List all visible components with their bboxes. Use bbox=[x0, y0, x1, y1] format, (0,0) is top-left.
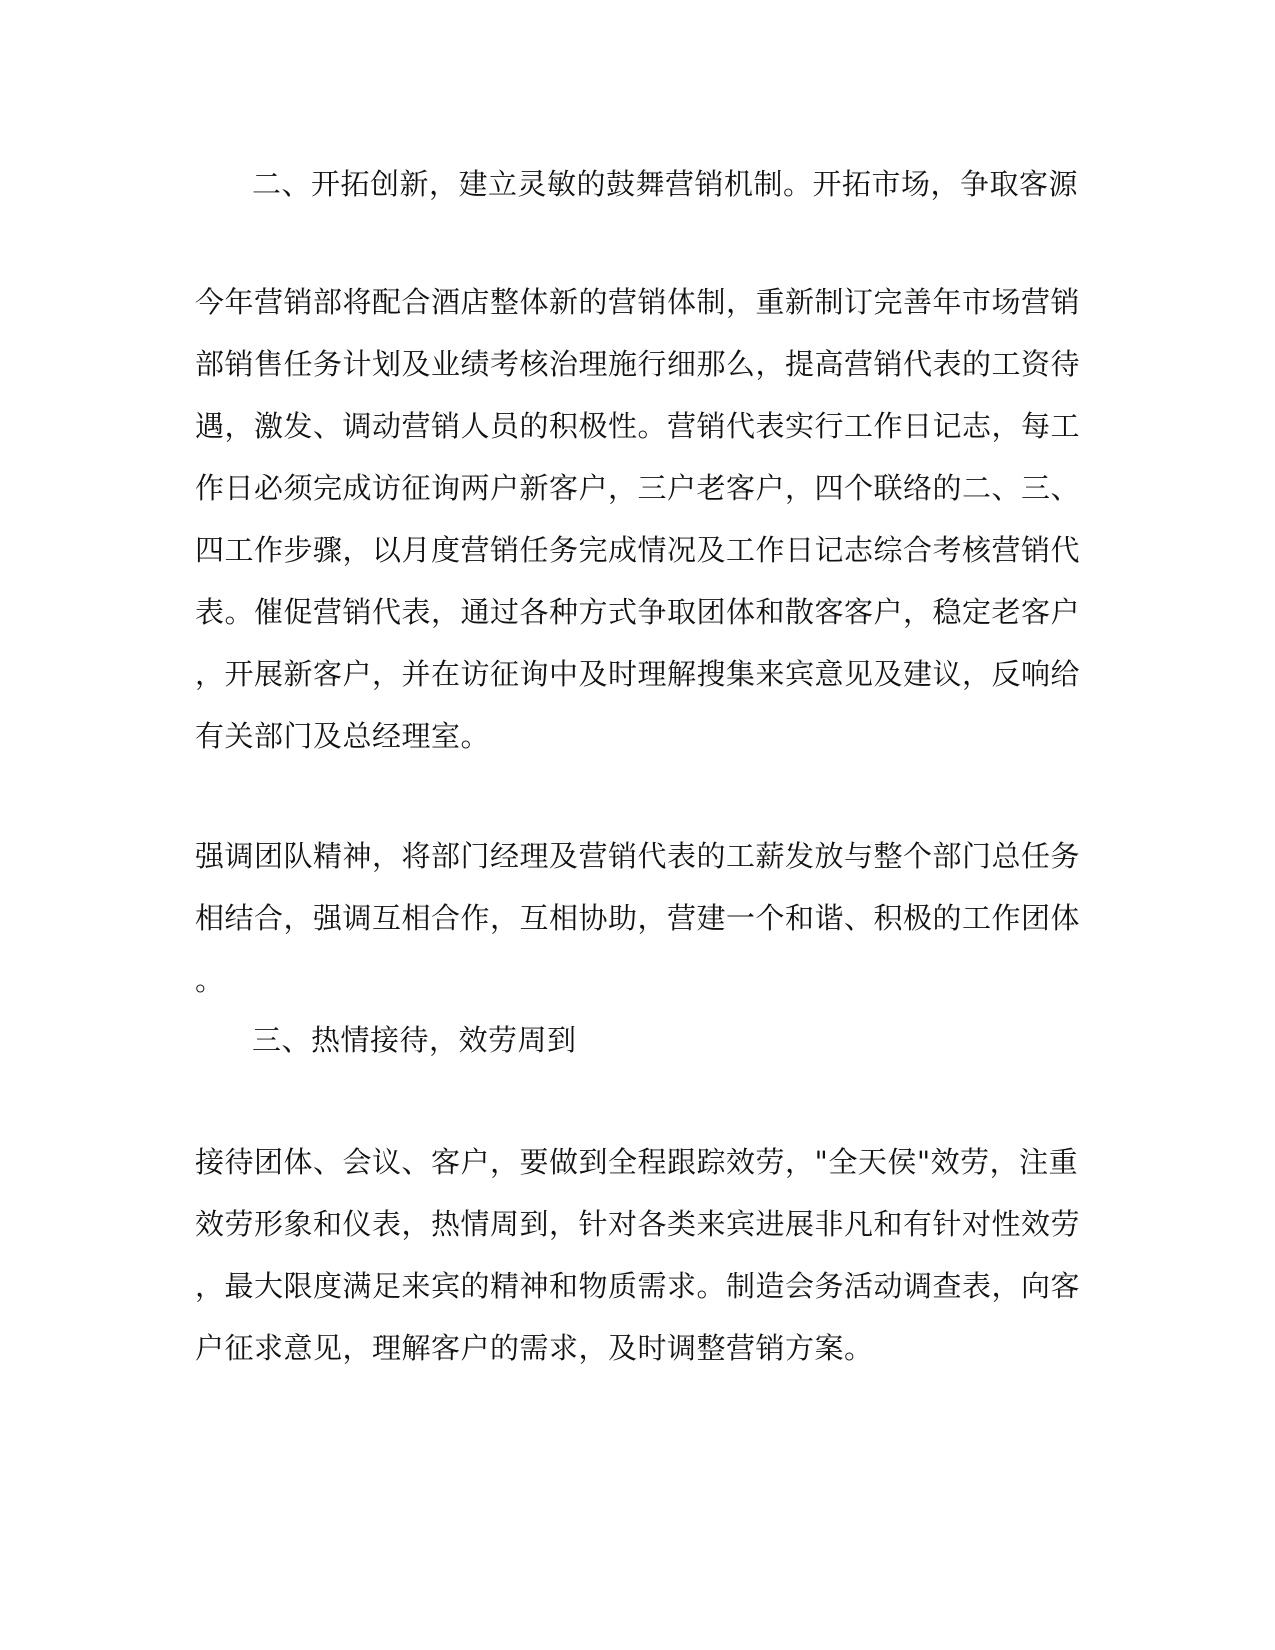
section-heading-2: 二、开拓创新，建立灵敏的鼓舞营销机制。开拓市场，争取客源 bbox=[252, 167, 1079, 201]
paragraph-line: ，最大限度满足来宾的精神和物质需求。制造会务活动调查表，向客 bbox=[195, 1269, 1081, 1303]
paragraph-line: 有关部门及总经理室。 bbox=[195, 719, 491, 753]
paragraph-line: 部销售任务计划及业绩考核治理施行细那么，提高营销代表的工资待 bbox=[195, 347, 1081, 381]
paragraph-line: 表。催促营销代表，通过各种方式争取团体和散客客户，稳定老客户 bbox=[195, 595, 1081, 629]
paragraph-line: ，开展新客户，并在访征询中及时理解搜集来宾意见及建议，反响给 bbox=[195, 657, 1081, 691]
paragraph-line: 户征求意见，理解客户的需求，及时调整营销方案。 bbox=[195, 1331, 874, 1365]
section-heading-3: 三、热情接待，效劳周到 bbox=[252, 1023, 577, 1057]
paragraph-line: 四工作步骤，以月度营销任务完成情况及工作日记志综合考核营销代 bbox=[195, 533, 1081, 567]
paragraph-line: 遇，激发、调动营销人员的积极性。营销代表实行工作日记志，每工 bbox=[195, 409, 1081, 443]
paragraph-line: 相结合，强调互相合作，互相协助，营建一个和谐、积极的工作团体 bbox=[195, 901, 1081, 935]
paragraph-line: 接待团体、会议、客户，要做到全程跟踪效劳，"全天侯"效劳，注重 bbox=[195, 1145, 1079, 1179]
paragraph-line: 今年营销部将配合酒店整体新的营销体制，重新制订完善年市场营销 bbox=[195, 285, 1081, 319]
paragraph-line: 。 bbox=[195, 963, 225, 997]
paragraph-line: 作日必须完成访征询两户新客户，三户老客户，四个联络的二、三、 bbox=[195, 471, 1081, 505]
paragraph-line: 效劳形象和仪表，热情周到，针对各类来宾进展非凡和有针对性效劳 bbox=[195, 1207, 1081, 1241]
paragraph-line: 强调团队精神，将部门经理及营销代表的工薪发放与整个部门总任务 bbox=[195, 839, 1081, 873]
